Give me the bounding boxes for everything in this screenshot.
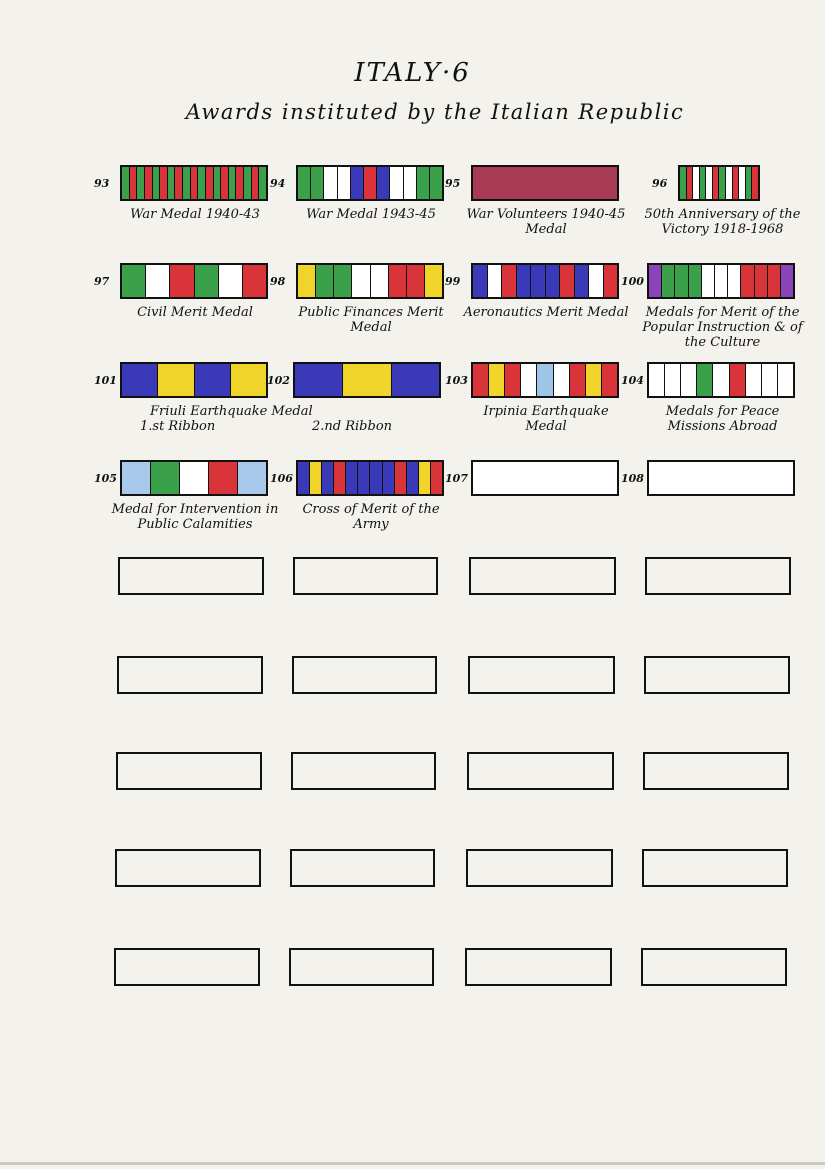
ribbon-stripe [334,462,346,494]
ribbon-stripe [778,364,793,396]
ribbon-stripe [244,167,252,199]
ribbon-stripe [295,364,343,396]
ribbon-stripe [316,265,334,297]
ribbon-stripe [715,265,728,297]
ribbon-stripe [730,364,746,396]
ribbon-bar [471,263,619,299]
empty-ribbon-slot [117,656,263,694]
ribbon-stripe [198,167,206,199]
ribbon-bar [471,165,619,201]
ribbon-stripe [687,167,694,199]
ribbon-stripe [358,462,370,494]
ribbon-stripe [706,167,713,199]
empty-ribbon-slot [643,752,789,790]
ribbon-stripe [649,364,665,396]
ribbon-stripe [168,167,176,199]
ribbon-number: 96 [652,177,668,190]
ribbon-stripe [219,265,243,297]
ribbon-stripe [343,364,391,396]
ribbon-caption: War Medal 1943-45 [306,207,436,222]
page-bottom-edge [0,1162,825,1165]
ribbon-stripe [122,167,130,199]
ribbon-stripe [371,265,389,297]
empty-ribbon-slot [469,557,616,595]
empty-ribbon-slot [293,557,438,595]
empty-ribbon-slot [118,557,264,595]
ribbon-number: 108 [621,472,644,485]
ribbon-stripe [719,167,726,199]
ribbon-bar [678,165,760,201]
ribbon-caption: Medals for Merit of the Popular Instruction & of the Culture [642,305,803,350]
ribbon-stripe [404,167,417,199]
ribbon-caption: War Volunteers 1940-45 Medal [466,207,626,237]
ribbon-stripe [473,167,617,199]
ribbon-stripe [489,364,505,396]
empty-ribbon-slot [291,752,436,790]
empty-ribbon-slot [645,557,791,595]
empty-ribbon-slot [116,752,262,790]
empty-ribbon-slot [290,849,435,887]
ribbon-number: 107 [445,472,468,485]
ribbon-stripe [334,265,352,297]
empty-ribbon-slot [466,849,613,887]
ribbon-stripe [195,364,231,396]
ribbon-stripe [675,265,688,297]
ribbon-stripe [554,364,570,396]
ribbon-stripe [180,462,209,494]
ribbon-stripe [238,462,266,494]
ribbon-caption: War Medal 1940-43 [130,207,260,222]
ribbon-stripe [713,167,720,199]
ribbon-stripe [324,167,337,199]
ribbon-stripe [546,265,561,297]
ribbon-number: 94 [270,177,286,190]
friuli-caption: Friuli Earthquake Medal [150,404,313,419]
ribbon-number: 102 [267,374,290,387]
ribbon-stripe [146,265,170,297]
ribbon-number: 106 [270,472,293,485]
ribbon-stripe [733,167,740,199]
ribbon-stripe [741,265,754,297]
ribbon-stripe [322,462,334,494]
ribbon-number: 99 [445,275,461,288]
ribbon-stripe [521,364,537,396]
ribbon-stripe [158,364,194,396]
ribbon-stripe [298,167,311,199]
ribbon-stripe [431,462,442,494]
ribbon-stripe [170,265,194,297]
ribbon-stripe [122,364,158,396]
ribbon-number: 104 [621,374,644,387]
ribbon-stripe [195,265,219,297]
ribbon-stripe [377,167,390,199]
ribbon-bar [296,165,444,201]
ribbon-stripe [762,364,778,396]
page-subtitle: Awards instituted by the Italian Republic [185,100,685,124]
ribbon-bar [120,263,268,299]
empty-ribbon-slot [114,948,260,986]
ribbon-stripe [430,167,442,199]
ribbon-stripe [680,167,687,199]
ribbon-caption: Aeronautics Merit Medal [463,305,629,320]
ribbon-stripe [395,462,407,494]
ribbon-stripe [768,265,781,297]
empty-ribbon-slot [641,948,787,986]
ribbon-stripe [392,364,439,396]
ribbon-number: 103 [445,374,468,387]
ribbon-stripe [755,265,768,297]
ribbon-bar [647,460,795,496]
ribbon-stripe [145,167,153,199]
ribbon-stripe [702,265,715,297]
ribbon-stripe [231,364,266,396]
ribbon-stripe [351,167,364,199]
ribbon-stripe [425,265,442,297]
ribbon-bar [471,460,619,496]
ribbon-stripe [346,462,358,494]
ribbon-number: 93 [94,177,110,190]
ribbon-caption: Cross of Merit of the Army [302,502,440,532]
ribbon-stripe [229,167,237,199]
ribbon-stripe [665,364,681,396]
ribbon-stripe [252,167,260,199]
ribbon-stripe [310,462,322,494]
empty-ribbon-slot [644,656,790,694]
ribbon-stripe [502,265,517,297]
ribbon-stripe [700,167,707,199]
ribbon-number: 98 [270,275,286,288]
ribbon-stripe [160,167,168,199]
ribbon-caption: Medal for Intervention in Public Calamities [111,502,279,532]
ribbon-stripe [586,364,602,396]
ribbon-stripe [693,167,700,199]
ribbon-stripe [214,167,222,199]
ribbon-stripe [419,462,431,494]
ribbon-stripe [560,265,575,297]
ribbon-bar [296,263,444,299]
ribbon-stripe [122,265,146,297]
ribbon-stripe [697,364,713,396]
ribbon-bar [296,460,444,496]
ribbon-stripe [236,167,244,199]
ribbon-stripe [752,167,758,199]
ribbon-stripe [151,462,180,494]
ribbon-number: 95 [445,177,461,190]
ribbon-caption: Medals for Peace Missions Abroad [665,404,780,434]
ribbon-number: 105 [94,472,117,485]
ribbon-stripe [130,167,138,199]
empty-ribbon-slot [467,752,614,790]
ribbon-stripe [352,265,370,297]
ribbon-stripe [781,265,793,297]
ribbon-stripe [137,167,145,199]
ribbon-stripe [153,167,161,199]
ribbon-bar [293,362,441,398]
ribbon-caption: 50th Anniversary of the Victory 1918-1968 [644,207,801,237]
ribbon-stripe [649,265,662,297]
ribbon-number: 97 [94,275,110,288]
ribbon-stripe [183,167,191,199]
ribbon-caption: Public Finances Merit Medal [298,305,444,335]
ribbon-stripe [298,265,316,297]
empty-ribbon-slot [115,849,261,887]
ribbon-stripe [604,265,618,297]
ribbon-stripe [243,265,266,297]
ribbon-bar [120,460,268,496]
ribbon-stripe [311,167,324,199]
ribbon-stripe [746,364,762,396]
ribbon-stripe [689,265,702,297]
ribbon-stripe [390,167,403,199]
ribbon-stripe [364,167,377,199]
ribbon-stripe [746,167,753,199]
ribbon-bar [120,165,268,201]
ribbon-stripe [175,167,183,199]
empty-ribbon-slot [289,948,434,986]
ribbon-stripe [370,462,382,494]
ribbon-stripe [407,265,425,297]
ribbon-stripe [662,265,675,297]
ribbon-stripe [602,364,617,396]
empty-ribbon-slot [642,849,788,887]
ribbon-stripe [488,265,503,297]
ribbon-bar [471,362,619,398]
ribbon-stripe [221,167,229,199]
ribbon-stripe [739,167,746,199]
ribbon-stripe [473,265,488,297]
ribbon-stripe [517,265,532,297]
friuli-second-ribbon-label: 2.nd Ribbon [312,419,393,434]
ribbon-stripe [473,364,489,396]
ribbon-stripe [726,167,733,199]
ribbon-stripe [417,167,430,199]
empty-ribbon-slot [292,656,437,694]
ribbon-bar [120,362,268,398]
ribbon-stripe [531,265,546,297]
ribbon-number: 101 [94,374,117,387]
ribbon-bar [647,362,795,398]
ribbon-stripe [389,265,407,297]
ribbon-stripe [570,364,586,396]
ribbon-stripe [206,167,214,199]
ribbon-stripe [191,167,199,199]
empty-ribbon-slot [465,948,612,986]
ribbon-number: 100 [621,275,644,288]
ribbon-caption: Irpinia Earthquake Medal [483,404,609,434]
empty-ribbon-slot [468,656,615,694]
ribbon-stripe [681,364,697,396]
ribbon-stripe [298,462,310,494]
ribbon-stripe [122,462,151,494]
ribbon-stripe [259,167,266,199]
ribbon-stripe [407,462,419,494]
ribbon-stripe [713,364,729,396]
ribbon-bar [647,263,795,299]
ribbon-stripe [575,265,590,297]
friuli-first-ribbon-label: 1.st Ribbon [140,419,216,434]
ribbon-caption: Civil Merit Medal [137,305,253,320]
ribbon-stripe [338,167,351,199]
page-title: ITALY·6 [354,58,471,88]
ribbon-stripe [383,462,395,494]
ribbon-stripe [537,364,553,396]
ribbon-stripe [209,462,238,494]
ribbon-stripe [728,265,741,297]
ribbon-stripe [505,364,521,396]
ribbon-stripe [589,265,604,297]
